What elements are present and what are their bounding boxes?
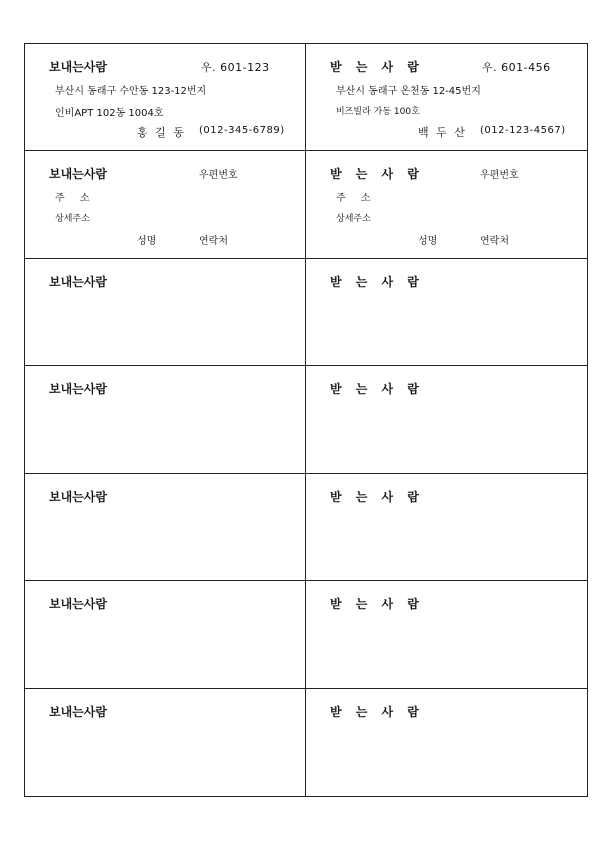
sender-role-label: 보내는사람 (49, 167, 107, 182)
label-cell-sender-sample (25, 44, 306, 151)
sender-role-label: 보내는사람 (49, 274, 107, 289)
label-cell-receiver-blank (306, 366, 587, 473)
sender-role-label: 보내는사람 (49, 704, 107, 719)
receiver-role-label: 받 는 사 람 (330, 167, 424, 182)
receiver-role-label: 받 는 사 람 (330, 704, 424, 719)
label-cell-receiver-sample (306, 44, 587, 151)
receiver-address-line1: 부산시 동래구 온천동 12-45번지 (336, 86, 481, 97)
address-label-sheet (24, 43, 588, 797)
name-field-label: 성명 (137, 236, 157, 248)
contact-field-label: 연락처 (480, 236, 509, 248)
sender-name: 홍 길 동 (137, 126, 186, 139)
label-cell-receiver-blank (306, 689, 587, 796)
sender-address-line2: 인비APT 102동 1004호 (55, 108, 164, 119)
sender-role-label: 보내는사람 (49, 60, 107, 74)
label-cell-sender-blank (25, 259, 306, 366)
label-cell-sender-blank (25, 581, 306, 688)
sender-role-label: 보내는사람 (49, 382, 107, 397)
name-field-label: 성명 (418, 236, 438, 248)
receiver-address-line2: 비즈빌라 가동 100호 (336, 107, 420, 117)
detail-address-field-label: 상세주소 (55, 214, 90, 225)
label-cell-receiver-blank (306, 581, 587, 688)
label-cell-receiver-template (306, 151, 587, 258)
sender-postal-code: 우. 601-123 (201, 61, 270, 74)
label-cell-sender-blank (25, 689, 306, 796)
sender-role-label: 보내는사람 (49, 597, 107, 612)
label-cell-sender-blank (25, 474, 306, 581)
sender-address-line1: 부산시 동래구 수안동 123-12번지 (55, 86, 207, 97)
label-cell-receiver-blank (306, 259, 587, 366)
receiver-role-label: 받 는 사 람 (330, 597, 424, 612)
sender-role-label: 보내는사람 (49, 489, 107, 504)
address-field-label: 주 소 (55, 193, 96, 205)
detail-address-field-label: 상세주소 (336, 214, 371, 225)
receiver-role-label: 받 는 사 람 (330, 489, 424, 504)
address-field-label: 주 소 (336, 193, 377, 205)
contact-field-label: 연락처 (199, 236, 228, 248)
receiver-role-label: 받 는 사 람 (330, 382, 424, 397)
receiver-role-label: 받 는 사 람 (330, 60, 424, 74)
label-cell-sender-blank (25, 366, 306, 473)
postal-field-label: 우편번호 (199, 170, 238, 182)
sender-phone: (012-345-6789) (199, 125, 285, 136)
receiver-postal-code: 우. 601-456 (482, 61, 551, 74)
receiver-phone: (012-123-4567) (480, 125, 566, 136)
label-cell-sender-template (25, 151, 306, 258)
label-cell-receiver-blank (306, 474, 587, 581)
postal-field-label: 우편번호 (480, 170, 519, 182)
receiver-role-label: 받 는 사 람 (330, 274, 424, 289)
receiver-name: 백 두 산 (418, 126, 467, 139)
